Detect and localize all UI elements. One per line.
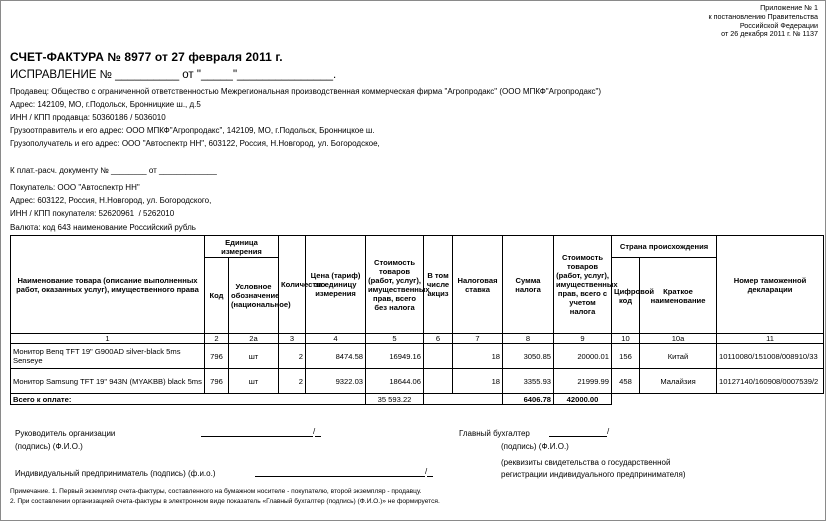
table-row xyxy=(11,344,824,369)
col-number: 8 xyxy=(503,334,554,344)
cell-unit-name: шт xyxy=(229,369,279,394)
total-empty xyxy=(424,394,503,405)
cell-country-name: Китай xyxy=(640,344,717,369)
header-country: Страна происхождения xyxy=(612,236,717,258)
cell-unit-code: 796 xyxy=(205,344,229,369)
entrepreneur-label: Индивидуальный предприниматель (подпись) (ф.и.о.) xyxy=(15,469,216,478)
accountant-label: Главный бухгалтер xyxy=(459,429,530,438)
col-number: 4 xyxy=(306,334,366,344)
cell-cost: 16949.16 xyxy=(366,344,424,369)
header-tax-rate: Налоговая ставка xyxy=(453,236,503,334)
consignee-line: Грузополучатель и его адрес: ООО "Автоспектр НН", 603122, Россия, Н.Новгород, ул. Богородское, xyxy=(10,139,380,148)
header-qty: Количество xyxy=(279,236,306,334)
header-cost-with-tax: Стоимость товаров (работ, услуг), имущественных прав, всего с учетом налога xyxy=(554,236,612,334)
invoice-table xyxy=(10,235,824,405)
cell-cost: 18644.06 xyxy=(366,369,424,394)
header-price: Цена (тариф) за единицу измерения xyxy=(306,236,366,334)
col-number: 10 xyxy=(612,334,640,344)
col-number: 2а xyxy=(229,334,279,344)
header-unit-code: Код xyxy=(205,258,229,334)
cell-country-code: 156 xyxy=(612,344,640,369)
total-row xyxy=(11,394,824,405)
col-number: 3 xyxy=(279,334,306,344)
currency-line: Валюта: код 643 наименование Российский рубль xyxy=(10,223,196,232)
head-label: Руководитель организации xyxy=(15,429,116,438)
seller-inn: ИНН / КПП продавца: 50360186‌‌ / 5036010‌ xyxy=(10,113,166,122)
col-number: 5 xyxy=(366,334,424,344)
cell-unit-code: 796 xyxy=(205,369,229,394)
header-country-name: Краткое наименование xyxy=(640,258,717,334)
buyer-line: Покупатель: ООО "Автоспектр НН" xyxy=(10,183,140,192)
total-sum: 42000.00 xyxy=(554,394,612,405)
accountant-sign-line: / xyxy=(549,427,609,437)
col-number: 9 xyxy=(554,334,612,344)
appendix-line: к постановлению Правительства xyxy=(708,11,818,21)
header-customs: Номер таможенной декларации xyxy=(717,236,824,334)
col-number: 7 xyxy=(453,334,503,344)
shipper-line: Грузоотправитель и его адрес: ООО МПКФ"Агропродакс", 142109, МО, г.Подольск, Бронницкое ш. xyxy=(10,126,375,135)
cell-rate: 18 xyxy=(453,344,503,369)
correction-line: ИСПРАВЛЕНИЕ № __________ от "_____"_______________. xyxy=(10,69,337,81)
appendix-line: от 26 декабря 2011 г. № 1137 xyxy=(721,29,818,39)
head-sign-line: / xyxy=(201,427,321,437)
cell-country-code: 458 xyxy=(612,369,640,394)
col-number: 2 xyxy=(205,334,229,344)
header-country-code: Цифровой код xyxy=(612,258,640,334)
cell-customs: 10127140/160908/0007539/2 xyxy=(717,369,824,394)
appendix-note xyxy=(708,4,818,39)
col-number: 10а xyxy=(640,334,717,344)
appendix-line: Приложение № 1 xyxy=(760,3,818,12)
cell-unit-name: шт xyxy=(229,344,279,369)
cell-country-name: Малайзия xyxy=(640,369,717,394)
total-label: Всего к оплате: xyxy=(11,394,366,405)
header-cost-no-tax: Стоимость товаров (работ, услуг), имущественных прав, всего без налога xyxy=(366,236,424,334)
cell-total: 21999.99 xyxy=(554,369,612,394)
buyer-inn: ИНН / КПП покупателя: 52620961‌‌ ‌‌ / 5262010‌ xyxy=(10,209,175,218)
cell-name: Монитор Samsung TFT 19" 943N (MYAKBB) black 5ms xyxy=(11,369,205,394)
header-excise: В том числе акциз xyxy=(424,236,453,334)
invoice-title: СЧЕТ-ФАКТУРА № 8977 от 27 февраля 2011 г. xyxy=(10,50,283,64)
cell-price: 8474.58 xyxy=(306,344,366,369)
header-name: Наименование товара (описание выполненных работ, оказанных услуг), имущественного права xyxy=(11,236,205,334)
buyer-address: Адрес: 603122, Россия, Н.Новгород, ул. Богородского, xyxy=(10,196,212,205)
table-row xyxy=(11,369,824,394)
cell-price: 9322.03 xyxy=(306,369,366,394)
seller-address: Адрес: 142109, МО, г.Подольск, Бронницкие ш., д.5 xyxy=(10,100,201,109)
col-number: 11 xyxy=(717,334,824,344)
col-number: 6 xyxy=(424,334,453,344)
cell-name: Монитор Benq TFT 19" G900AD silver-black 5ms Senseye xyxy=(11,344,205,369)
header-unit-name: Условное обозначение (национальное) xyxy=(229,258,279,334)
header-unit: Единица измерения xyxy=(205,236,279,258)
note-line2: 2. При составлении организацией счета-фактуры в электронном виде показатель «Главный бухгалтер (подпись) (Ф.И.О.)» не формируется. xyxy=(10,498,440,505)
cell-qty: 2 xyxy=(279,369,306,394)
total-cost: 35 593.22 xyxy=(366,394,424,405)
appendix-line: Российской Федерации xyxy=(739,20,818,30)
cell-qty: 2 xyxy=(279,344,306,369)
cell-tax: 3050.85 xyxy=(503,344,554,369)
payment-doc-line: К плат.-расч. документу № ________ от _____________ xyxy=(10,166,217,175)
column-numbers-row xyxy=(11,334,824,344)
cell-customs: 10110080/151008/008910/33 xyxy=(717,344,824,369)
requisites-line1: (реквизиты свидетельства о государственной xyxy=(501,458,671,467)
cell-excise xyxy=(424,344,453,369)
header-tax-sum: Сумма налога xyxy=(503,236,554,334)
head-sub: (подпись) (Ф.И.О.) xyxy=(15,442,83,451)
total-tax: 6406.78 xyxy=(503,394,554,405)
total-blank xyxy=(612,394,824,405)
entrepreneur-sign-line: / xyxy=(255,467,433,477)
seller-line: Продавец: Общество с ограниченной ответственностью Межрегиональная производственная коммерческая фирма "Агропродакс" (ООО МПКФ"Агропродакс") xyxy=(10,87,602,96)
col-number: 1 xyxy=(11,334,205,344)
cell-total: 20000.01 xyxy=(554,344,612,369)
cell-tax: 3355.93 xyxy=(503,369,554,394)
requisites-line2: регистрации индивидуального предпринимателя) xyxy=(501,470,686,479)
cell-excise xyxy=(424,369,453,394)
cell-rate: 18 xyxy=(453,369,503,394)
accountant-sub: (подпись) (Ф.И.О.) xyxy=(501,442,569,451)
note-line1: Примечание. 1. Первый экземпляр счета-фактуры, составленного на бумажном носителе - покупателю, второй экземпляр - продавцу. xyxy=(10,488,422,495)
